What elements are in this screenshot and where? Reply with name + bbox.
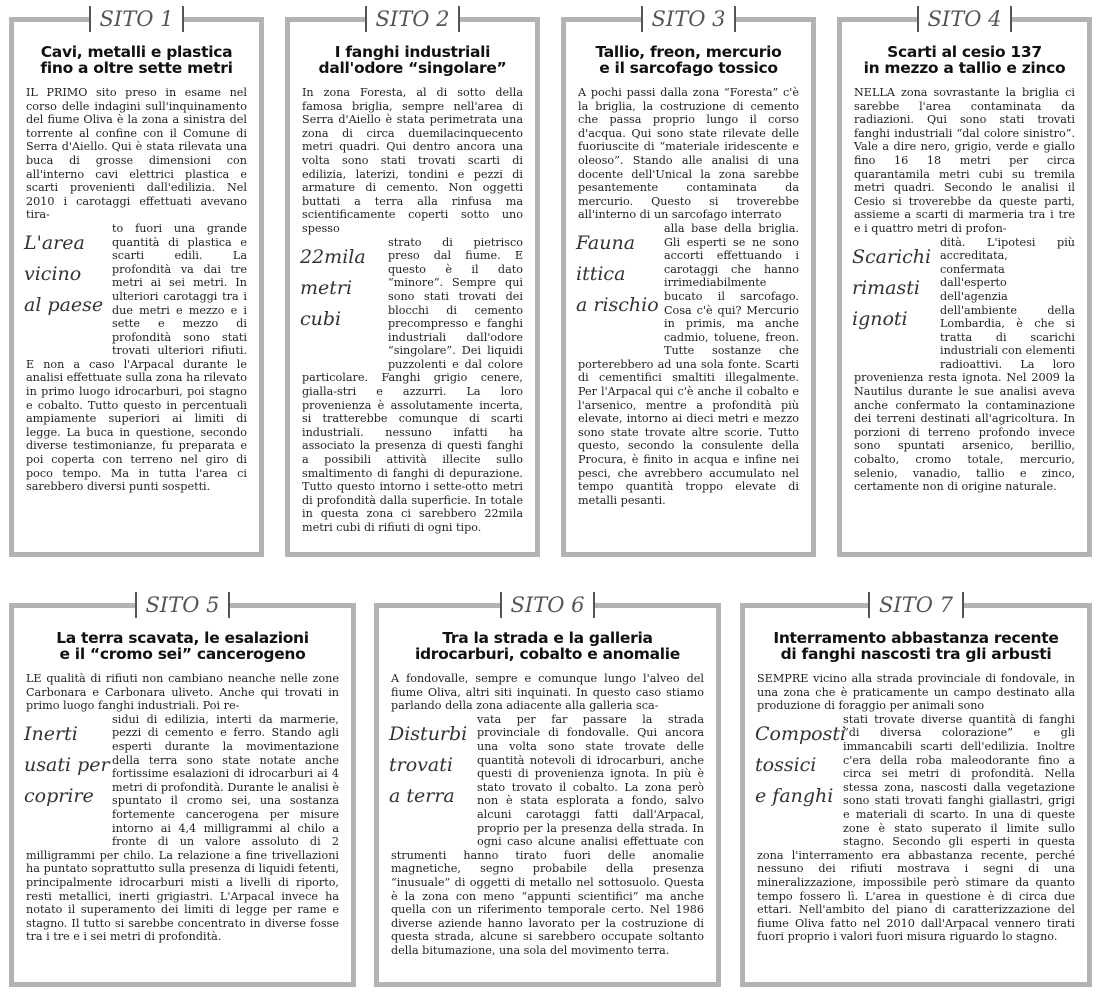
site-tag	[290, 6, 535, 34]
article-text-intro: SEMPRE vicino alla strada provinciale di fondovale, in una zona che è praticamente un campo destinato alla produzione di foraggio per animali sono	[757, 672, 1075, 713]
headline-line: fino a oltre sette metri	[40, 59, 233, 77]
pull-quote-line: cubi	[300, 307, 342, 330]
article-headline	[572, 44, 805, 76]
site-label: SITO 6	[500, 592, 596, 618]
pull-quote	[852, 242, 934, 360]
headline-line: Tra la strada e la galleria	[442, 629, 653, 647]
article-body	[578, 86, 799, 507]
pull-quote-line: tossici	[755, 753, 817, 776]
pull-quote-line: vicino	[24, 262, 82, 285]
headline-line: La terra scavata, le esalazioni	[56, 629, 309, 647]
pull-quote-line: trovati	[389, 753, 453, 776]
article-text-continued: to fuori una grande quantità di plastica e scarti edili. La profondità va dai tre metri ai sei metri. In ulteriori carotaggi tra i due metri e mezzo e i sette e mezzo di profondità sono stati trovati ulteriori rifiuti. E non a caso l'Arpacal durante le analisi effettuate sulla zona ha rilevato in primo luogo idrocarburi, poi stagno e cobalto. Tutto questo in percentuali ampiamente superiori ai limiti di legge. La buca in questione, secondo diverse testimonianze, fu preparata e poi coperta con terreno nel giro di poco tempo. Ma in tutta l'area ci sarebbero diversi punti sospetti.	[26, 221, 247, 494]
article-text-intro: IL PRIMO sito preso in esame nel corso delle indagini sull'inquinamento del fiume Oliva è la zona a sinistra del torrente al confine con il Comune di Serra d'Aiello. Qui è stata rilevata una buca di grosse dimensioni con all'interno cavi elettrici plastica e scarti provenienti dall'edilizia. Nel 2010 i carotaggi effettuati avevano tira-	[26, 86, 247, 222]
site-label: SITO 4	[917, 6, 1013, 32]
pull-quote-line: rimasti	[852, 276, 920, 299]
pull-quote-line: ignoti	[852, 307, 908, 330]
headline-line: Tallio, freon, mercurio	[595, 43, 782, 61]
pull-quote-line: a rischio	[576, 293, 659, 316]
site-tag	[379, 592, 716, 620]
pull-quote	[389, 719, 471, 837]
article-box-site-7	[740, 593, 1092, 987]
pull-quote-line: ittica	[576, 262, 626, 285]
pull-quote	[24, 228, 106, 346]
pull-quote-line: Inerti	[24, 722, 78, 745]
site-label: SITO 1	[89, 6, 185, 32]
article-body	[302, 86, 523, 535]
article-box-site-5	[9, 593, 356, 987]
article-text-continued: stati trovate diverse quantità di fanghi “di diversa colorazione” e gli immancabili scarti dell'edilizia. Inoltre c'era della roba maleodorante fino a circa sei metri di profondità. Nella stessa zona, nascosti dalla vegetazione sono stati trovati fanghi giallastri, grigi e materiali di scarto. In una di queste zone è stato superato il limite sullo stagno. Secondo gli esperti in questa zona l'interramento era abbastanza recente, perché nessuno dei rifiuti mostrava i segni di una mineralizzazione, impossibile però stimare da quanto tempo fossero lì. L'area in questione è di circa due ettari. Nell'ambito del piano di caratterizzazione del fiume Oliva fatto nel 2010 dall'Arpacal vennero tirati fuori proprio i valori fuori misura riguardo lo stagno.	[757, 712, 1075, 944]
article-box-site-4	[837, 7, 1092, 557]
pull-quote	[755, 719, 847, 837]
pull-quote-line: e fanghi	[755, 784, 834, 807]
article-text-intro: In zona Foresta, al di sotto della famosa briglia, sempre nell'area di Serra d'Aiello è stata perimetrata una zona di circa duemilacinquecento metri quadri. Qui dentro ancora una volta sono stati trovati scarti di edilizia, laterizi, tondini e pezzi di armature di cemento. Non oggetti buttati a terra alla rinfusa ma scientificamente coperti sotto uno spesso	[302, 86, 523, 235]
site-label: SITO 2	[365, 6, 461, 32]
article-text-intro: LE qualità di rifiuti non cambiano neanche nelle zone Carbonara e Carbonara uliveto. Anche qui trovati in primo luogo fanghi industriali. Poi re-	[26, 672, 339, 713]
headline-line: e il “cromo sei” cancerogeno	[59, 645, 306, 663]
pull-quote-line: L'area	[24, 231, 85, 254]
headline-line: in mezzo a tallio e zinco	[863, 59, 1066, 77]
pull-quote-line: a terra	[389, 784, 455, 807]
pull-quote-line: Scarichi	[852, 245, 932, 268]
article-box-site-6	[374, 593, 721, 987]
site-label: SITO 3	[641, 6, 737, 32]
pull-quote-line: coprire	[24, 784, 94, 807]
article-text-intro: NELLA zona sovrastante la briglia ci sarebbe l'area contaminata da radiazioni. Qui sono stati trovati fanghi industriali “dal colore sinistro”. Vale a dire nero, grigio, verde e giallo fino 16 18 metri per circa quarantamila metri cubi su tremila metri quadri. Secondo le analisi il Cesio si troverebbe da queste parti, assieme a scarti di marmeria tra i tre e i quattro metri di profon-	[854, 86, 1075, 235]
headline-line: dall'odore “singolare”	[318, 59, 507, 77]
article-headline	[20, 630, 345, 662]
site-label: SITO 7	[868, 592, 964, 618]
site-tag	[14, 6, 259, 34]
headline-line: e il sarcofago tossico	[599, 59, 778, 77]
headline-line: Cavi, metalli e plastica	[40, 43, 233, 61]
article-body	[757, 672, 1075, 944]
pull-quote	[24, 719, 110, 837]
pull-quote-line: Composti	[755, 722, 847, 745]
article-headline	[385, 630, 710, 662]
pull-quote-line: al paese	[24, 293, 104, 316]
site-tag	[14, 592, 351, 620]
article-body	[391, 672, 704, 957]
article-text-intro: A fondovalle, sempre e comunque lungo l'alveo del fiume Oliva, altri siti inquinati. In questo caso stiamo parlando della zona adiacente alla galleria sca-	[391, 672, 704, 713]
article-body	[26, 672, 339, 944]
article-headline	[751, 630, 1081, 662]
article-box-site-2	[285, 7, 540, 557]
article-body	[854, 86, 1075, 494]
article-body	[26, 86, 247, 494]
site-tag	[745, 592, 1087, 620]
article-text-intro: A pochi passi dalla zona “Foresta” c'è la briglia, la costruzione di cemento che passa proprio lungo il corso d'acqua. Qui sono state rilevate delle fuoriuscite di “materiale iridescente e oleoso”. Stando alle analisi di una docente dell'Unical la zona sarebbe pesantemente contaminata da mercurio. Questo si troverebbe all'interno di un sarcofago interrato	[578, 86, 799, 222]
article-text-continued: sidui di edilizia, interti da marmerie, pezzi di cemento e ferro. Stando agli esperti durante la movimentazione della terra sono state notate anche fortissime esalazioni di idrocarburi ai 4 metri di profondità. Durante le analisi è spuntato il cromo sei, una sostanza fortemente cancerogena per misure intorno ai 4,4 milligrammi al chilo a fronte di un valore assoluto di 2 milligrammi per chilo. La relazione a fine trivellazioni ha puntato soprattutto sulla presenza di liquidi fetenti, principalmente idrocarburi misti a livelli di riporto, resti metallici, inerti grigiastri. L'Arpacal invece ha notato il superamento dei limiti di legge per rame e stagno. Il tutto si sarebbe concentrato in diverse fosse tra i tre e i sei metri di profondità.	[26, 712, 339, 944]
article-box-site-1	[9, 7, 264, 557]
article-text-continued: alla base della briglia. Gli esperti se ne sono accorti effettuando i carotaggi che hanno irrimediabilmente bucato il sarcofago. Cosa c'è qui? Mercurio in primis, ma anche cadmio, toluene, freon. Tutte sostanze che porterebbero ad una sola fonte. Scarti di cementifici smaltiti illegalmente. Per l'Arpacal qui c'è anche il cobalto e l'arsenico, mentre a profondità più elevate, intorno ai dieci metri e mezzo sono state trovate altre scorie. Tutto questo, secondo la consulente della Procura, è finito in acqua e infine nei pesci, che avrebbero accumulato nel tempo quantità troppo elevate di metalli pesanti.	[578, 221, 799, 507]
article-text-continued: strato di pietrisco preso dal fiume. E questo è il dato “minore”. Sempre qui sono stati trovati dei blocchi di cemento precompresso e fanghi industriali dall'odore “singolare”. Dei liquidi puzzolenti e dal colore particolare. Fanghi grigio cenere, gialla-stri e azzurri. La loro provenienza è assolutamente incerta, si tratterebbe comunque di scarti industriali. nessuno infatti ha associato la presenza di questi fanghi a possibili attività illecite sullo smaltimento di fanghi di depurazione. Tutto questo intorno i sette-otto metri di profondità dalla superficie. In totale in questa zona ci sarebbero 22mila metri cubi di rifiuti di ogni tipo.	[302, 235, 523, 534]
article-headline	[20, 44, 253, 76]
pull-quote	[576, 228, 658, 346]
article-headline	[296, 44, 529, 76]
site-label: SITO 5	[135, 592, 231, 618]
headline-line: di fanghi nascosti tra gli arbusti	[780, 645, 1052, 663]
pull-quote-line: metri	[300, 276, 353, 299]
pull-quote	[300, 242, 382, 360]
article-text-continued: vata per far passare la strada provinciale di fondovalle. Qui ancora una volta sono state trovate delle quantità notevoli di idrocarburi, anche questi di provenienza ignota. In più è stato trovato il cobalto. La zona però non è stata esplorata a fondo, salvo alcuni carotaggi fatti dall'Arpacal, proprio per la presenza della strada. In ogni caso alcune analisi effettuate con strumenti hanno tirato fuori delle anomalie magnetiche, segno probabile della presenza “inusuale” di oggetti di metallo nel sottosuolo. Questa è la zona con meno “appunti scientifici” ma anche quella con un riferimento temporale certo. Nel 1986 diverse aziende hanno lavorato per la costruzione di questa strada, alcune si sarebbero occupate soltanto della bitumazione, una sola del movimento terra.	[391, 712, 704, 957]
headline-line: idrocarburi, cobalto e anomalie	[414, 645, 681, 663]
headline-line: Scarti al cesio 137	[887, 43, 1042, 61]
pull-quote-line: Disturbi	[389, 722, 468, 745]
article-headline	[848, 44, 1081, 76]
article-box-site-3	[561, 7, 816, 557]
headline-line: Interramento abbastanza recente	[773, 629, 1059, 647]
headline-line: I fanghi industriali	[334, 43, 491, 61]
article-text-continued: dità. L'ipotesi più accreditata, confermata dall'esperto dell'agenzia dell'ambiente della Lombardia, è che si tratta di scarichi industriali con elementi radioattivi. La loro provenienza resta ignota. Nel 2009 la Nautilus durante le sue analisi aveva anche confermato la contaminazione dei terreni destinati all'agricoltura. In porzioni di terreno profondo invece sono spuntati arsenico, berillio, cobalto, cromo totale, mercurio, selenio, vanadio, tallio e zinco, certamente non di origine naturale.	[854, 235, 1075, 494]
pull-quote-line: Fauna	[576, 231, 636, 254]
site-tag	[842, 6, 1087, 34]
pull-quote-line: 22mila	[300, 245, 366, 268]
site-tag	[566, 6, 811, 34]
pull-quote-line: usati per	[24, 753, 110, 776]
